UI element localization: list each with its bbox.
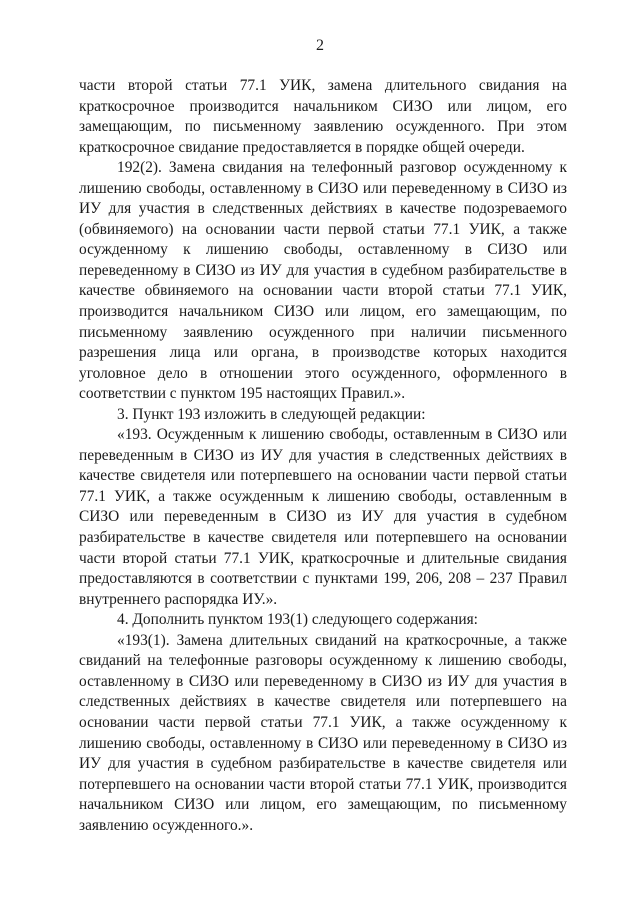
paragraph-193-1: «193(1). Замена длительных свиданий на краткосрочные, а также свиданий на телефонные разговоры осужденному к лишению свободы, оставленному в СИЗО или переведенному в СИЗО из ИУ для участия в следственных действиях в качестве свидетеля или потерпевшего на основании части первой статьи 77.1 УИК, а также осужденному к лишению свободы, оставленному в СИЗО или переведенному в СИЗО из ИУ для участия в судебном разбирательстве в качестве свидетеля или потерпевшего на основании части второй статьи 77.1 УИК, производится начальником СИЗО или лицом, его замещающим, по письменному заявлению осужденного.». — [79, 631, 567, 834]
paragraph-item-4: 4. Дополнить пунктом 193(1) следующего содержания: — [117, 611, 478, 629]
paragraph-193: «193. Осужденным к лишению свободы, оставленным в СИЗО или переведенным в СИЗО из ИУ для участия в следственных действиях в качестве свидетеля или потерпевшего на основании части первой статьи 77.1 УИК, а также осужденным к лишению свободы, оставленным в СИЗО или переведенным в СИЗО из ИУ для участия в судебном разбирательстве в качестве свидетеля или потерпевшего на основании части второй статьи 77.1 УИК, краткосрочные и длительные свидания предоставляются в соответствии с пунктами 199, 206, 208 – 237 Правил внутреннего распорядка ИУ.». — [79, 426, 567, 608]
paragraph-192-2: 192(2). Замена свидания на телефонный разговор осужденному к лишению свободы, оставленному в СИЗО или переведенному в СИЗО из ИУ для участия в следственных действиях в качестве подозреваемого (обвиняемого) на основании части первой статьи 77.1 УИК, а также осужденному к лишению свободы, оставленному в СИЗО или переведенному в СИЗО из ИУ для участия в судебном разбирательстве в качестве обвиняемого на основании части второй статьи 77.1 УИК, производится начальником СИЗО или лицом, его замещающим, по письменному заявлению осужденного при наличии письменного разрешения лица или органа, в производстве которых находится уголовное дело в отношении этого осужденного, оформленного в соответствии с пунктом 195 настоящих Правил.». — [79, 159, 567, 403]
paragraph-continuation: части второй статьи 77.1 УИК, замена длительного свидания на краткосрочное производится начальником СИЗО или лицом, его замещающим, по письменному заявлению осужденного. При этом краткосрочное свидание предоставляется в порядке общей очереди. — [79, 77, 567, 156]
document-body — [79, 76, 567, 836]
paragraph-item-3: 3. Пункт 193 изложить в следующей редакции: — [117, 405, 426, 423]
page-number: 2 — [316, 37, 324, 54]
